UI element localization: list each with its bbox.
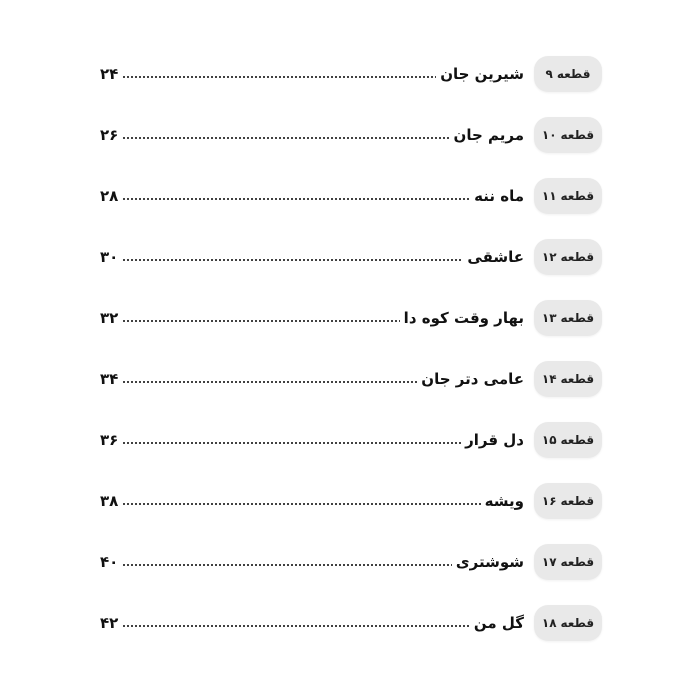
piece-badge xyxy=(534,300,602,336)
page-number: ۴۰ xyxy=(100,553,119,571)
piece-number: ۱۲ xyxy=(541,250,557,264)
piece-number: ۱۱ xyxy=(541,189,557,203)
piece-badge xyxy=(534,544,602,580)
toc-entry[interactable] xyxy=(0,361,700,405)
piece-badge xyxy=(534,178,602,214)
toc-entry[interactable] xyxy=(0,178,700,222)
piece-label: قطعه xyxy=(560,555,595,569)
toc-line xyxy=(100,56,524,92)
dot-leader xyxy=(122,137,449,139)
toc-entry[interactable] xyxy=(0,605,700,649)
piece-label: قطعه xyxy=(560,250,595,264)
piece-title: عامی دتر جان xyxy=(421,370,524,388)
piece-number: ۱۵ xyxy=(541,433,557,447)
piece-number: ۱۷ xyxy=(541,555,557,569)
toc-entry[interactable] xyxy=(0,239,700,283)
toc-line xyxy=(100,239,524,275)
dot-leader xyxy=(122,503,480,505)
dot-leader xyxy=(122,320,399,322)
dot-leader xyxy=(122,442,461,444)
toc-entry[interactable] xyxy=(0,544,700,588)
piece-label: قطعه xyxy=(560,433,595,447)
piece-label: قطعه xyxy=(560,372,595,386)
dot-leader xyxy=(122,198,470,200)
piece-badge xyxy=(534,239,602,275)
piece-badge xyxy=(534,117,602,153)
piece-label: قطعه xyxy=(560,616,595,630)
page-number: ۲۴ xyxy=(100,65,119,83)
piece-title: ویشه xyxy=(484,492,524,510)
piece-number: ۱۴ xyxy=(541,372,557,386)
toc-entry[interactable] xyxy=(0,422,700,466)
page-number: ۴۲ xyxy=(100,614,119,632)
piece-badge xyxy=(534,56,602,92)
piece-title: ماه ننه xyxy=(474,187,524,205)
toc-line xyxy=(100,361,524,397)
piece-label: قطعه xyxy=(556,67,591,81)
piece-number: ۱۰ xyxy=(541,128,557,142)
page-number: ۳۰ xyxy=(100,248,119,266)
toc-line xyxy=(100,422,524,458)
toc-line xyxy=(100,544,524,580)
piece-title: دل قرار xyxy=(465,431,524,449)
piece-label: قطعه xyxy=(560,128,595,142)
page-number: ۲۶ xyxy=(100,126,119,144)
dot-leader xyxy=(122,625,470,627)
toc-entry[interactable] xyxy=(0,483,700,527)
piece-title: عاشقی xyxy=(467,248,524,266)
piece-label: قطعه xyxy=(560,189,595,203)
toc-line xyxy=(100,178,524,214)
piece-title: گل من xyxy=(473,614,524,632)
piece-number: ۱۸ xyxy=(541,616,557,630)
toc-entry[interactable] xyxy=(0,56,700,100)
dot-leader xyxy=(122,564,452,566)
piece-badge xyxy=(534,483,602,519)
piece-number: ۹ xyxy=(545,67,553,81)
page-number: ۲۸ xyxy=(100,187,119,205)
toc-entry[interactable] xyxy=(0,117,700,161)
dot-leader xyxy=(122,259,463,261)
page-number: ۳۸ xyxy=(100,492,119,510)
piece-number: ۱۶ xyxy=(541,494,557,508)
toc-line xyxy=(100,483,524,519)
page-number: ۳۶ xyxy=(100,431,119,449)
toc-entry[interactable] xyxy=(0,300,700,344)
piece-title: شیرین جان xyxy=(440,65,524,83)
page-number: ۳۲ xyxy=(100,309,119,327)
piece-title: مریم جان xyxy=(453,126,524,144)
toc-line xyxy=(100,117,524,153)
piece-label: قطعه xyxy=(560,494,595,508)
piece-badge xyxy=(534,422,602,458)
piece-title: بهار وقت کوه دا xyxy=(403,309,524,327)
piece-label: قطعه xyxy=(560,311,595,325)
piece-title: شوشتری xyxy=(455,553,524,571)
dot-leader xyxy=(122,381,417,383)
toc-line xyxy=(100,605,524,641)
toc-line xyxy=(100,300,524,336)
page-number: ۳۴ xyxy=(100,370,119,388)
dot-leader xyxy=(122,76,436,78)
piece-badge xyxy=(534,605,602,641)
piece-badge xyxy=(534,361,602,397)
piece-number: ۱۳ xyxy=(541,311,557,325)
